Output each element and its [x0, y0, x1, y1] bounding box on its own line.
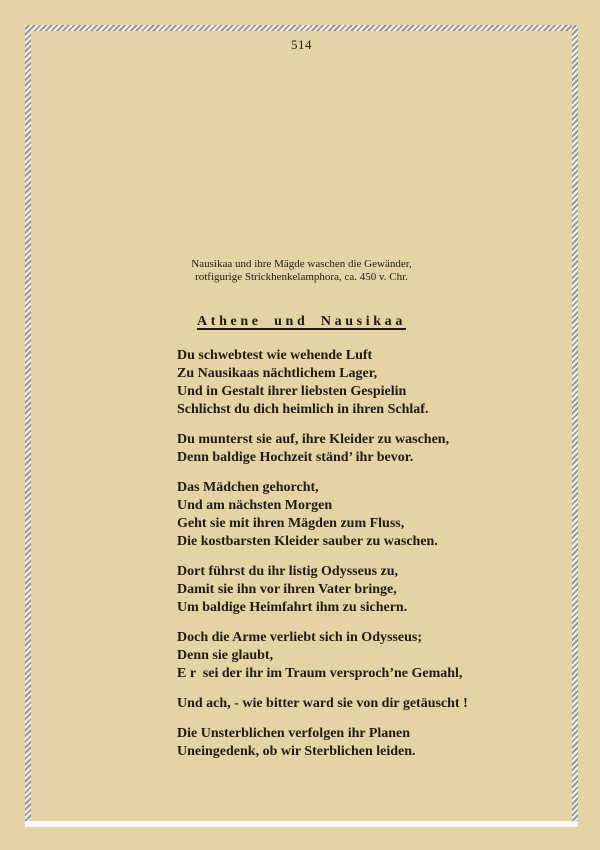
page-number: 514 [291, 37, 312, 52]
poem-stanza [177, 695, 572, 713]
poem-line: Dort führst du ihr listig Odysseus zu, [177, 564, 399, 579]
decorative-border-right [572, 25, 578, 822]
poem-line: Denn sie glaubt, [177, 648, 274, 663]
decorative-border-bottom [25, 821, 578, 828]
poem-line: Du munterst sie auf, ihre Kleider zu waschen, [177, 432, 450, 447]
poem-line: Und am nächsten Morgen [177, 498, 333, 513]
image-caption [31, 258, 572, 284]
poem-line: Du schwebtest wie wehende Luft [177, 348, 373, 363]
poem-line: Doch die Arme verliebt sich in Odysseus; [177, 630, 422, 645]
poem-line: Und ach, - wie bitter ward sie von dir getäuscht ! [177, 696, 468, 711]
poem-stanza [177, 563, 572, 617]
poem-line: Uneingedenk, ob wir Sterblichen leiden. [177, 744, 416, 759]
poem-line: Und in Gestalt ihrer liebsten Gespielin [177, 384, 407, 399]
poem-stanza [177, 347, 572, 419]
poem-line: Denn baldige Hochzeit ständ’ ihr bevor. [177, 450, 414, 465]
poem-line: Die Unsterblichen verfolgen ihr Planen [177, 726, 411, 741]
poem-line: Damit sie ihn vor ihren Vater bringe, [177, 582, 397, 597]
poem-stanza [177, 629, 572, 683]
poem-line: Zu Nausikaas nächtlichem Lager, [177, 366, 378, 381]
poem-title: Athene und Nausikaa [197, 314, 406, 329]
poem-line: E r sei der ihr im Traum versproch’ne Gemahl, [177, 666, 463, 681]
poem-line: Schlichst du dich heimlich in ihren Schlaf. [177, 402, 429, 417]
artwork-image-area [31, 53, 572, 258]
poem-stanza [177, 725, 572, 761]
poem-stanza [177, 479, 572, 551]
image-caption-line: rotfigurige Strickhenkelamphora, ca. 450 v. Chr. [195, 271, 408, 283]
poem-line: Das Mädchen gehorcht, [177, 480, 319, 495]
poem-body [31, 347, 572, 761]
image-caption-line: Nausikaa und ihre Mägde waschen die Gewänder, [191, 258, 412, 270]
poem-line: Geht sie mit ihren Mägden zum Fluss, [177, 516, 405, 531]
poem-stanza [177, 431, 572, 467]
poem-line: Um baldige Heimfahrt ihm zu sichern. [177, 600, 408, 615]
poem-line: Die kostbarsten Kleider sauber zu waschen. [177, 534, 438, 549]
page-content [31, 31, 572, 773]
